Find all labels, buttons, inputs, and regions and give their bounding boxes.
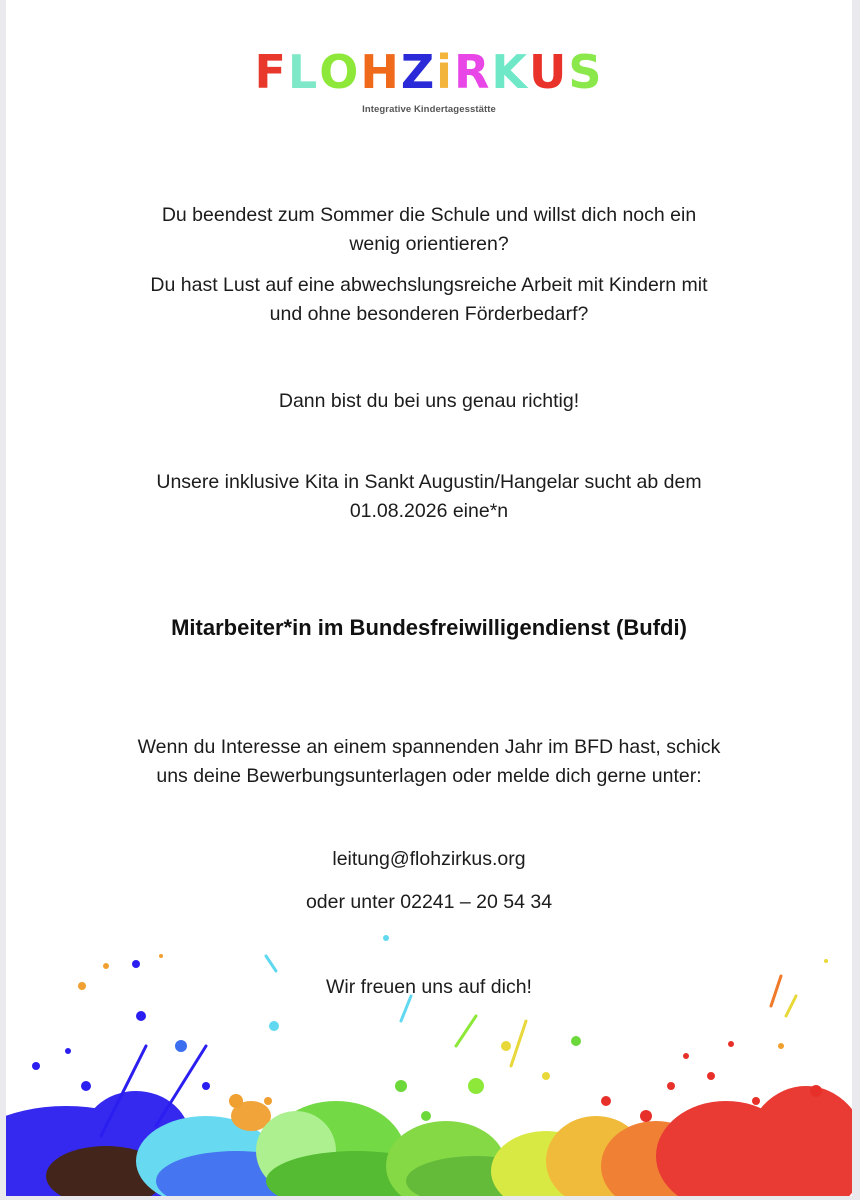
logo-wordmark [254, 46, 603, 98]
logo-letter: R [453, 45, 492, 99]
tagline [6, 387, 852, 416]
search-line: 01.08.2026 eine*n [349, 500, 509, 522]
closing-text: Wir freuen uns auf dich! [326, 976, 532, 998]
position-title [6, 613, 852, 642]
intro-question-1 [6, 201, 852, 259]
search-announcement [6, 468, 852, 526]
intro-line: und ohne besonderen Förderbedarf? [269, 303, 589, 325]
intro-question-2 [6, 271, 852, 329]
paint-splatter-decoration [6, 926, 852, 1196]
application-line: Wenn du Interesse an einem spannenden Jahr im BFD hast, schick [137, 736, 721, 758]
logo-letter: O [319, 45, 361, 99]
logo-letter: i [436, 45, 454, 99]
logo-letter: K [491, 45, 530, 99]
logo-letter: L [287, 45, 320, 99]
logo-letter: U [529, 45, 569, 99]
position-title-text: Mitarbeiter*in im Bundesfreiwilligendienst (Bufdi) [171, 615, 687, 640]
intro-line: wenig orientieren? [349, 233, 509, 255]
phone-text: oder unter 02241 – 20 54 34 [305, 891, 553, 913]
intro-line: Du hast Lust auf eine abwechslungsreiche Arbeit mit Kindern mit [150, 274, 708, 296]
contact-email[interactable] [6, 845, 852, 874]
logo-letter: F [254, 45, 288, 99]
email-link[interactable]: leitung@flohzirkus.org [332, 848, 526, 870]
flyer-page [6, 0, 852, 1196]
application-instructions [6, 733, 852, 791]
intro-line: Du beendest zum Sommer die Schule und willst dich noch ein [161, 204, 697, 226]
contact-phone [6, 888, 852, 917]
logo-letter: Z [400, 45, 437, 99]
search-line: Unsere inklusive Kita in Sankt Augustin/Hangelar sucht ab dem [156, 471, 702, 493]
logo-letter: H [360, 45, 401, 99]
tagline-text: Dann bist du bei uns genau richtig! [278, 390, 580, 412]
logo-letter: S [568, 45, 604, 99]
closing [6, 973, 852, 1002]
application-line: uns deine Bewerbungsunterlagen oder melde dich gerne unter: [156, 765, 702, 787]
logo-subtitle: Integrative Kindertagesstätte [362, 104, 496, 115]
flohzirkus-logo [6, 46, 852, 115]
